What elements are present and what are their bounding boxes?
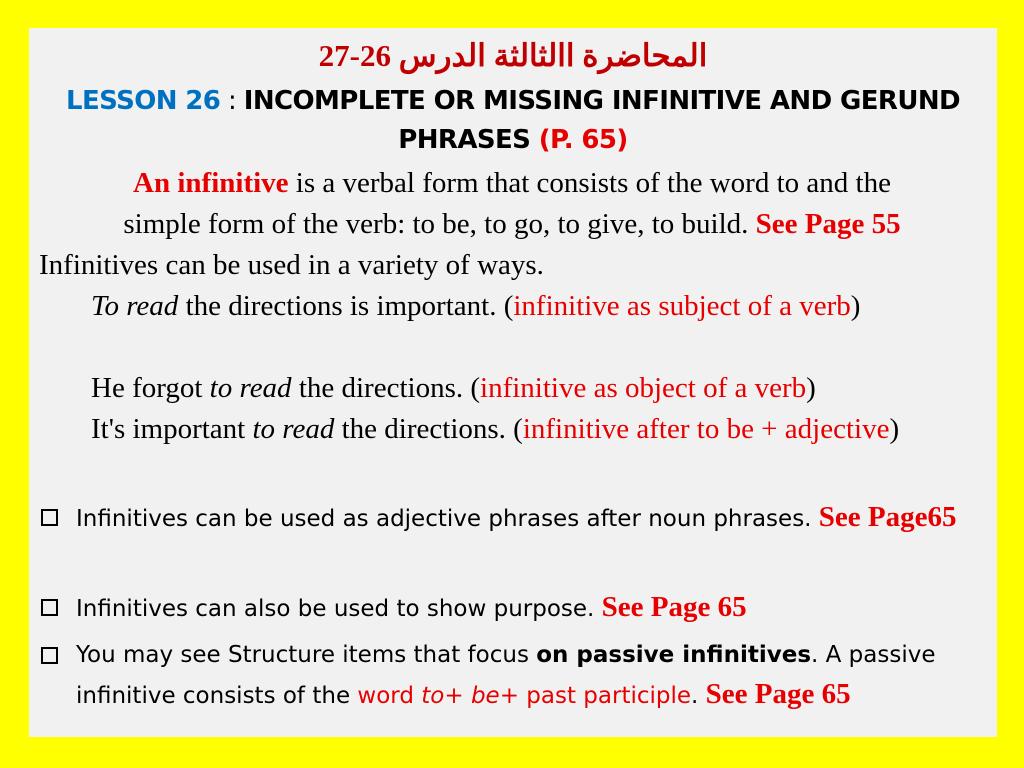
example-2-pre: He forgot xyxy=(91,372,210,404)
bullet-3-red-word: word xyxy=(357,683,422,709)
definition-rest: is a verbal form that consists of the word to and the xyxy=(288,167,891,199)
example-1 xyxy=(39,286,985,327)
bullet-2-body: Infinitives can also be used to show purpose. xyxy=(76,596,602,622)
bullet-3-red-be: be xyxy=(470,683,500,709)
lesson-heading-line2 xyxy=(29,121,997,159)
bullet-1-text xyxy=(76,498,985,539)
example-3 xyxy=(39,409,985,450)
bullet-1-body: Infinitives can be used as adjective phrases after noun phrases. xyxy=(76,506,819,532)
lesson-colon: : xyxy=(220,86,244,116)
bullet-1 xyxy=(41,498,985,539)
example-2-note: infinitive as object of a verb xyxy=(480,372,807,404)
checkbox-bullet-icon xyxy=(41,647,58,664)
lesson-heading-line1 xyxy=(29,82,997,120)
lesson-page-ref: (P. 65) xyxy=(538,125,628,155)
example-1-text: the directions is important. ( xyxy=(178,290,514,322)
example-2-close: ) xyxy=(806,372,816,404)
example-3-note: infinitive after to be + adjective xyxy=(522,413,890,445)
definition-see-page: See Page 55 xyxy=(755,208,901,240)
bullet-3-dot: . xyxy=(691,683,706,709)
definition-line2-text: simple form of the verb: to be, to go, to give, to build. xyxy=(123,208,756,240)
bullet-3-see-page: See Page 65 xyxy=(705,678,851,710)
bullet-2-see-page: See Page 65 xyxy=(601,591,747,623)
example-3-text: the directions. ( xyxy=(334,413,523,445)
bullet-3-red-rest: + past participle xyxy=(499,683,692,709)
checkbox-bullet-icon xyxy=(41,509,58,526)
bullet-3-bold: on passive infinitives xyxy=(536,642,812,668)
lesson-title-part2: PHRASES xyxy=(398,125,531,155)
definition-term: An infinitive xyxy=(133,167,289,199)
bullet-3-red-space xyxy=(464,683,471,709)
checkbox-bullet-icon xyxy=(41,599,58,616)
lesson-title-part1: INCOMPLETE OR MISSING INFINITIVE AND GERUND xyxy=(243,86,960,116)
bullet-2-text xyxy=(76,588,985,629)
definition-line2 xyxy=(39,204,985,245)
bullet-3-mid: . A passive infinitive consists of the xyxy=(76,642,936,709)
lesson-label: LESSON 26 xyxy=(65,86,221,116)
example-1-italic: To read xyxy=(91,290,179,322)
bullet-2 xyxy=(41,588,985,629)
example-2-text: the directions. ( xyxy=(291,372,481,404)
example-2 xyxy=(39,368,985,409)
bullet-3 xyxy=(41,636,985,716)
slide xyxy=(29,28,997,737)
bullet-3-pre: You may see Structure items that focus xyxy=(76,642,537,668)
example-3-close: ) xyxy=(889,413,900,445)
variety-line: Infinitives can be used in a variety of ways. xyxy=(39,249,544,281)
bullet-1-see-page: See Page65 xyxy=(818,501,957,533)
example-1-close: ) xyxy=(850,290,861,322)
example-2-italic: to read xyxy=(209,372,292,404)
example-3-pre: It's important xyxy=(91,413,253,445)
arabic-title: المحاضرة االثالثة الدرس 26-27 xyxy=(318,38,708,73)
example-1-note: infinitive as subject of a verb xyxy=(513,290,851,322)
bullet-3-text xyxy=(76,636,985,716)
definition-line1 xyxy=(39,163,985,204)
example-3-italic: to read xyxy=(252,413,335,445)
bullet-3-red-to: to+ xyxy=(421,683,464,709)
